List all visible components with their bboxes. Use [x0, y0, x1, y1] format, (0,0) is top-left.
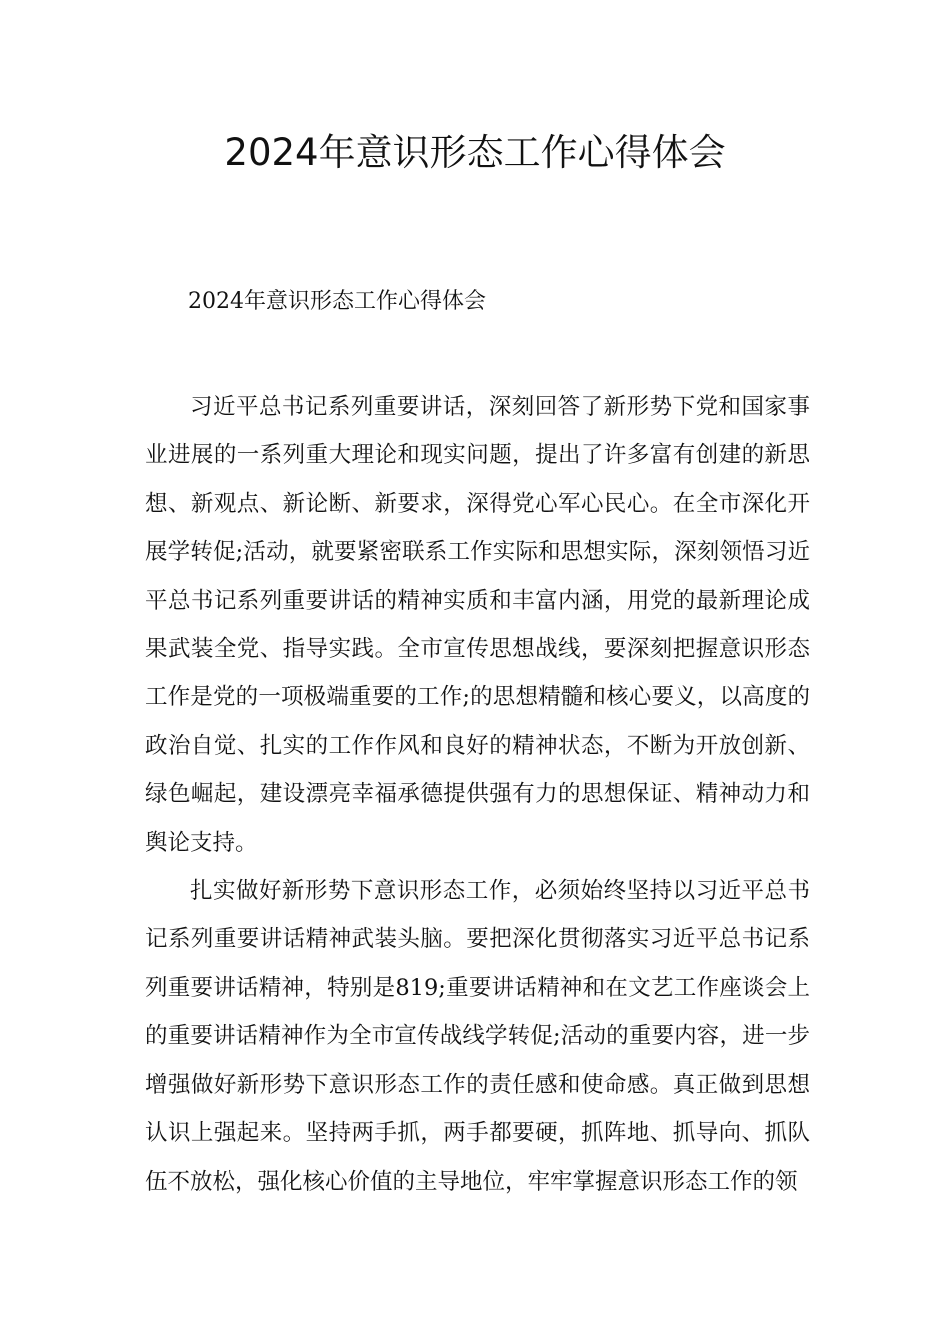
document-body — [145, 383, 810, 1206]
body-paragraph: 扎实做好新形势下意识形态工作，必须始终坚持以习近平总书记系列重要讲话精神武装头脑。要把深化贯彻落实习近平总书记系列重要讲话精神，特别是819;重要讲话精神和在文艺工作座谈会上的重要讲话精神作为全市宣传战线学转促;活动的重要内容，进一步增强做好新形势下意识形态工作的责任感和使命感。真正做到思想认识上强起来。坚持两手抓，两手都要硬，抓阵地、抓导向、抓队伍不放松，强化核心价值的主导地位，牢牢掌握意识形态工作的领 — [145, 878, 810, 1195]
document-subtitle: 2024年意识形态工作心得体会 — [188, 289, 486, 314]
document-title: 2024年意识形态工作心得体会 — [224, 131, 726, 174]
body-paragraph: 习近平总书记系列重要讲话，深刻回答了新形势下党和国家事业进展的一系列重大理论和现实问题，提出了许多富有创建的新思想、新观点、新论断、新要求，深得党心军心民心。在全市深化开展学转促;活动，就要紧密联系工作实际和思想实际，深刻领悟习近平总书记系列重要讲话的精神实质和丰富内涵，用党的最新理论成果武装全党、指导实践。全市宣传思想战线，要深刻把握意识形态工作是党的一项极端重要的工作;的思想精髓和核心要义，以高度的政治自觉、扎实的工作作风和良好的精神状态，不断为开放创新、绿色崛起，建设漂亮幸福承德提供强有力的思想保证、精神动力和舆论支持。 — [145, 394, 810, 856]
